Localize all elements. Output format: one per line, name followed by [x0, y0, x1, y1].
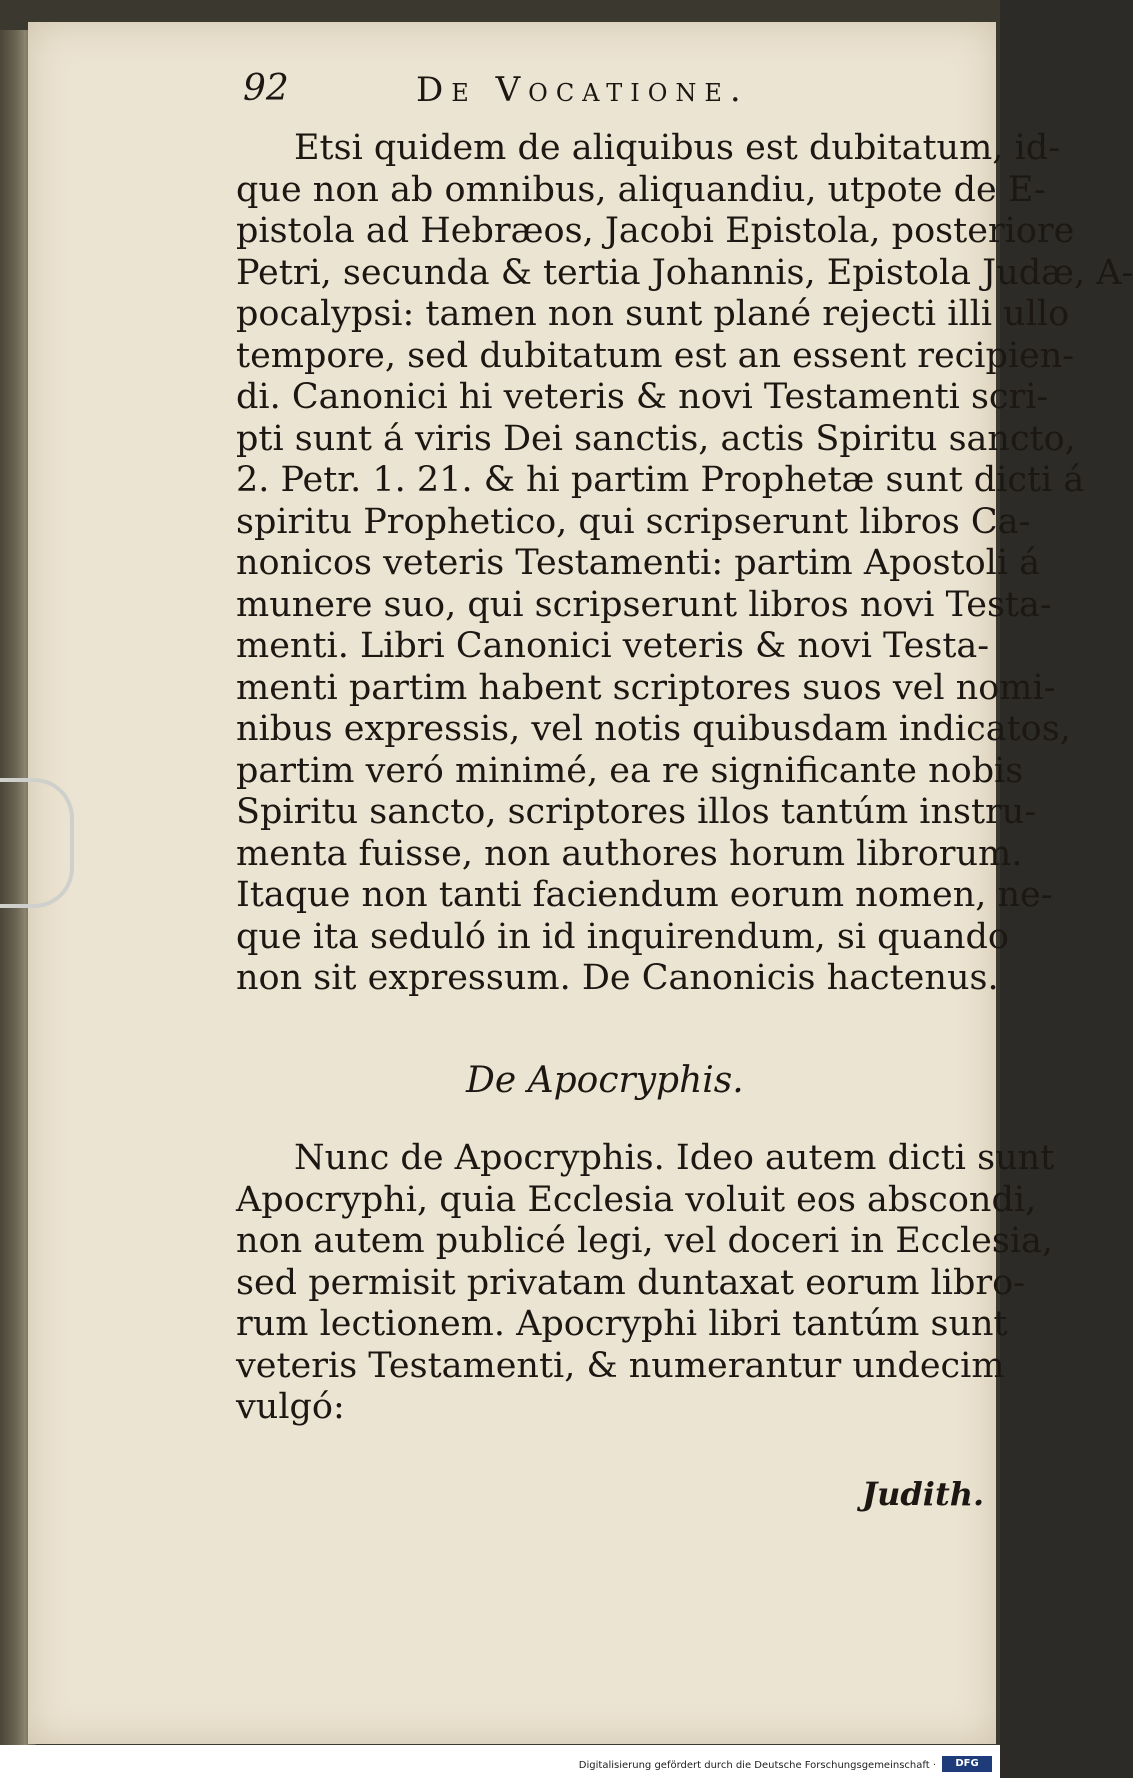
text-line: nonicos veteris Testamenti: partim Apostoli á — [236, 543, 1041, 583]
text-line: Nunc de Apocryphis. Ideo autem dicti sunt — [294, 1138, 1055, 1178]
text-line: sed permisit privatam duntaxat eorum libro- — [236, 1262, 1026, 1303]
text-line: menti partim habent scriptores suos vel nomi- — [236, 667, 1056, 708]
text-line: 2. Petr. 1. 21. & hi partim Prophetæ sunt dicti á — [236, 460, 1085, 500]
page-number: 92 — [243, 68, 289, 109]
text-line: pti sunt á viris Dei sanctis, actis Spiritu sancto, — [236, 418, 1076, 459]
dfg-logo: DFG — [942, 1756, 992, 1772]
page-clip — [0, 778, 74, 908]
text-line: di. Canonici hi veteris & novi Testamenti scri- — [236, 377, 1049, 417]
text-line: menta fuisse, non authores horum librorum. — [236, 833, 1023, 874]
text-line: nibus expressis, vel notis quibusdam indicatos, — [236, 709, 1071, 749]
text-line: rum lectionem. Apocryphi libri tantúm sunt — [236, 1304, 1008, 1344]
text-line: non autem publicé legi, vel doceri in Ecclesia, — [236, 1221, 1054, 1261]
text-line: partim veró minimé, ea re significante nobis — [236, 750, 1024, 791]
text-line: Petri, secunda & tertia Johannis, Epistola Judæ, A- — [236, 252, 1133, 293]
text-line: veteris Testamenti, & numerantur undecim — [236, 1345, 1005, 1386]
text-line: tempore, sed dubitatum est an essent recipien- — [236, 335, 1075, 376]
text-line: Spiritu sancto, scriptores illos tantúm instru- — [236, 792, 1037, 832]
text-line: que ita seduló in id inquirendum, si quando — [236, 916, 1009, 957]
text-line: non sit expressum. De Canonicis hactenus. — [236, 958, 999, 998]
text-line: munere suo, qui scripserunt libros novi Testa- — [236, 584, 1052, 625]
running-title: De Vocatione. — [416, 70, 749, 110]
text-line: Itaque non tanti faciendum eorum nomen, ne- — [236, 875, 1053, 915]
text-line: Apocryphi, quia Ecclesia voluit eos abscondi, — [236, 1179, 1037, 1220]
text-line: pistola ad Hebræos, Jacobi Epistola, posteriore — [236, 211, 1075, 251]
catchword: Judith. — [862, 1475, 985, 1513]
page-header — [243, 68, 943, 118]
text-line: Etsi quidem de aliquibus est dubitatum, id- — [294, 128, 1060, 168]
text-line: que non ab omnibus, aliquandiu, utpote de E- — [236, 169, 1046, 210]
text-line: vulgó: — [236, 1387, 345, 1427]
section-heading: De Apocryphis. — [466, 1060, 744, 1101]
text-line: spiritu Prophetico, qui scripserunt libros Ca- — [236, 501, 1031, 542]
paragraph-apocrypha — [236, 1138, 1055, 1429]
text-line: pocalypsi: tamen non sunt plané rejecti illi ullo — [236, 294, 1070, 334]
paragraph-canonical — [236, 128, 1133, 1000]
digitization-credit: Digitalisierung gefördert durch die Deutsche Forschungsgemeinschaft · — [578, 1760, 936, 1771]
text-line: menti. Libri Canonici veteris & novi Testa- — [236, 626, 990, 666]
